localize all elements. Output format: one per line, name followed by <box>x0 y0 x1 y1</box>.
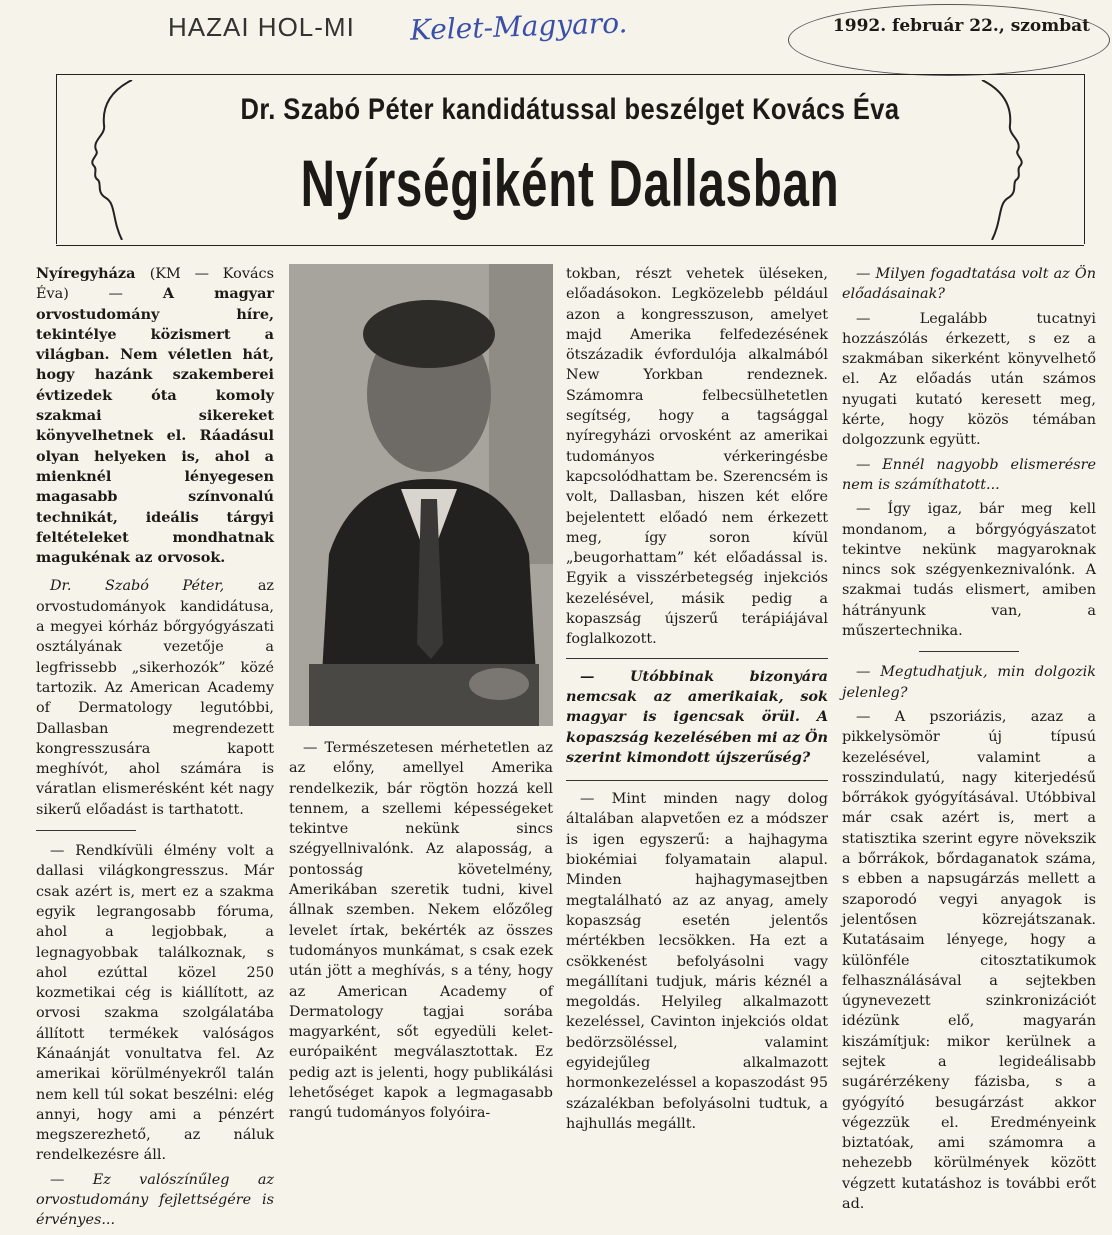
left-profile-icon <box>72 80 142 240</box>
section-label: HAZAI HOL-MI <box>168 12 355 42</box>
question-5: — Megtudhatjuk, min dolgozik jelenleg? <box>842 664 1096 701</box>
answer-continuation: tokban, részt vehetek üléseken, előadásokon. Legközelebb például azon a kongresszuson, amelyet majd Amerika felfedezésének ötszázadik évfordulója alkalmából New Yorkban rendeznek. Számomra felbecsülhetetlen segítség, hogy a tagsággal nyíregyházi orvosként az amerikai tudományos vérkeringésbe kapcsolódhattam be. Szerencsém is volt, Dallasban, hiszen két előre bejelentett előadó nem érkezett meg, így soron kívül „beugorhattam” két előadással is. Egyik a visszérbetegség injekciós kezelésével, másik pedig a kopaszság újszerű terápiájával foglalkozott. <box>566 266 828 648</box>
article-column-4 <box>842 264 1096 1218</box>
intro-text: az orvostudományok kandidátusa, a megyei kórház bőrgyógyászati osztályának vezetője a legfrissebb „sikerhozók” közé tartozik. Az American Academy of Dermatology legutóbbi, Dallasban megrendezett kongresszusára kapott meghívót, ahol számára is váratlan elismerésként két nagy sikerű előadást is tarthatott. <box>36 578 274 818</box>
question-box <box>566 658 828 781</box>
portrait-photo <box>289 264 553 726</box>
article-column-3 <box>566 264 828 1138</box>
issue-date: 1992. február 22., szombat <box>832 16 1090 36</box>
article-title: Nyírségiként Dallasban <box>300 146 840 220</box>
answer-paragraph: — Rendkívüli élmény volt a dallasi világkongresszus. Már csak azért is, mert ez a szakma egyik legrangosabb fóruma, ahol a legjobbak, a legnagyobbak találkoznak, s ahol ezúttal közel 250 kozmetikai cég is kiállított, az orvosi szakma szolgálatába állított termékek valóságos Kánaánját vonultatva fel. Az amerikai körülményekről talán nem kell túl sokat beszélni: elég annyi, hogy ami a pénzért megszerezhető, az náluk rendelkezésre áll. <box>36 843 274 1164</box>
right-profile-icon <box>972 80 1042 240</box>
lead-text: A magyar orvostudomány híre, tekintélye közismert a világban. Nem véletlen hát, hogy hazánk szakemberei évtizedek óta komoly szakmai sikereket könyvelhetnek el. Ráadásul olyan helyeken is, ahol a mienknél lényegesen magasabb színvonalú technikát, ideális tárgyi feltételeket mondhatnak magukénak az orvosok. <box>36 285 275 567</box>
interviewee-name: Dr. Szabó Péter, <box>50 578 225 595</box>
lead-paragraph <box>36 264 274 568</box>
question-4: — Ennél nagyobb elismerésre nem is számíthatott... <box>842 456 1096 493</box>
answer-paragraph: — A pszoriázis, azaz a pikkelysömör új típusú kezelésével, valamint a rosszindulatú, nagy kiterjedésű bőrrákok gyógyításával. Utóbbival már csak azért is, mert a statisztika szerint egyre növekszik a bőrrákok, bőrdaganatok száma, s ebben a napsugárzás mellett a szaporodó vegyi anyagok is jelentősen közrejátszanak. Kutatásaim lényege, hogy a különféle citosztatikumok felhasználásával a sejtekben úgynevezett szinkronizációt idézünk elő, magyarán kiszámítjuk: mikor kerülnek a sejtek a legideálisabb sugárérzékeny fázisba, s a gyógyító besugárzást akkor végezzük el. Eredményeink biztatóak, ami számomra a nehezebb körülmények között végzett kutatáshoz is további erőt ad. <box>842 708 1096 1213</box>
answer-paragraph: — Mint minden nagy dolog általában alapvetően ez a módszer is igen egyszerű: a hajhagyma biokémiai folyamatain alapul. Minden hajhagymasejtben megtalálható az az anyag, amely kopaszság esetén jelentős mértékben lecsökken. Ha ezt a csökkenést befolyásolni vagy megállítani tudjuk, máris kéznél a megoldás. Helyileg alkalmazott kezeléssel, Cavinton injekciós oldat bedörzsöléssel, valamint egyidejűleg alkalmazott hormonkezeléssel a kopaszodást 95 százalékban befolyásolni tudtuk, a hajhullás megállt. <box>566 791 828 1132</box>
dateline-credit: (KM — Kovács Éva) — <box>36 266 274 303</box>
question-3: — Milyen fogadtatása volt az Ön előadásainak? <box>842 266 1096 303</box>
answer-paragraph: — Így igaz, bár meg kell mondanom, a bőrgyógyászatot tekintve nekünk magyaroknak nincs sok szégyenkeznivalónk. A szakmai tudás elismert, amiben hátrányunk van, a műszertechnika. <box>842 501 1096 640</box>
headline-left-rule <box>56 74 57 244</box>
question-2: — Utóbbinak bizonyára nemcsak az amerikaiak, sok magyar is igencsak örül. A kopaszság kezelésében mi az Ön szerint kimondott újszerűség? <box>566 667 828 766</box>
article-column-2 <box>289 738 553 1128</box>
answer-paragraph: — Legalább tucatnyi hozzászólás érkezett, s ez a szakmában sikerként könyvelhető el. Az előadás után számos nyugati kutató keresett meg, kérte, hogy közös témában dolgozzunk együtt. <box>842 310 1096 449</box>
headline-right-rule <box>1084 74 1085 244</box>
date-circle-mark <box>788 4 1110 76</box>
dateline-place: Nyíregyháza <box>36 265 136 282</box>
separator-rule <box>919 651 1019 652</box>
article-kicker: Dr. Szabó Péter kandidátussal beszélget Kovács Éva <box>240 93 900 126</box>
headline-box <box>56 74 1084 246</box>
separator-rule <box>36 830 136 831</box>
handwritten-note: Kelet-Magyaro. <box>409 6 628 47</box>
question-1: — Ez valószínűleg az orvostudomány fejlettségére is érvényes... <box>36 1171 274 1229</box>
answer-paragraph: — Természetesen mérhetetlen az az előny, amellyel Amerika rendelkezik, bár rögtön hozzá kell tennem, a szellemi képességeket tekintve nekünk sincs szégyellnivalónk. Az alaposság, a pontosság követelmény, Amerikában szeretik tudni, kivel állnak szemben. Nekem előzőleg levelet írtak, bekérték az összes tudományos munkámat, s csak ezek után jött a meghívás, s a tény, hogy az American Academy of Dermatology tagjai sorába magyarként, sőt egyedüli kelet-európaiként megválasztottak. Ez pedig azt is jelenti, hogy publikálási lehetőséget kapok a legmagasabb rangú tudományos folyóira- <box>289 740 553 1122</box>
article-column-1 <box>36 264 274 1235</box>
intro-paragraph <box>36 576 274 820</box>
